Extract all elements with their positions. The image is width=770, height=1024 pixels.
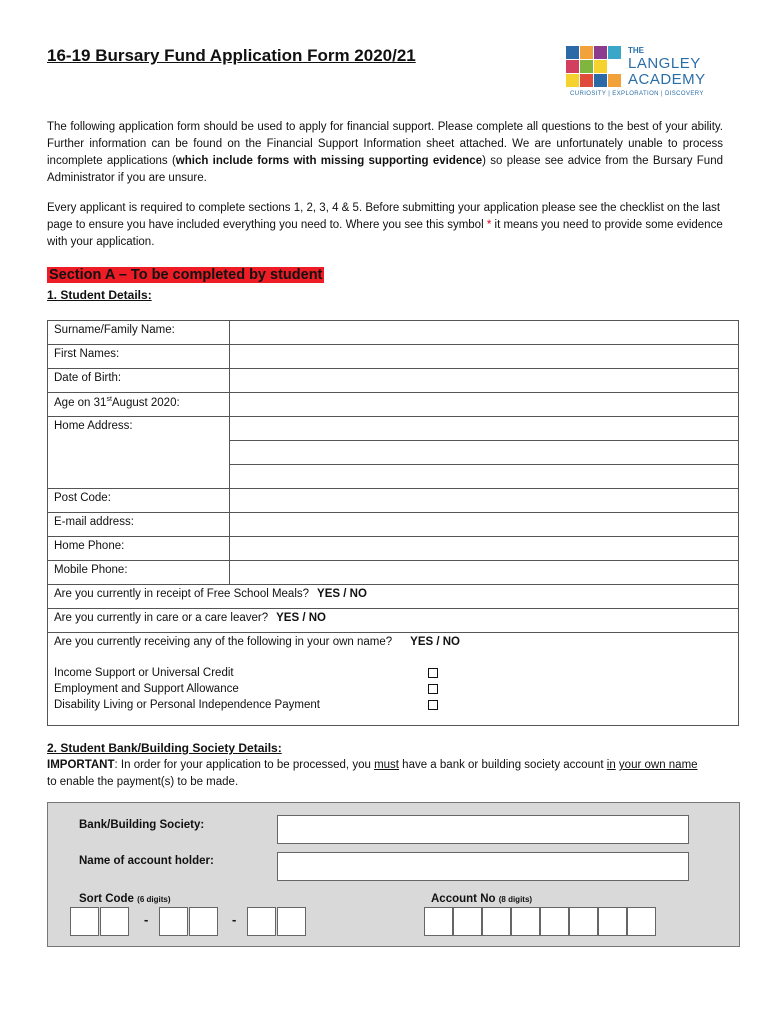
important-label: IMPORTANT: [47, 759, 115, 771]
first-names-field[interactable]: [230, 345, 739, 369]
sort-code-digit[interactable]: [189, 907, 218, 936]
surname-label: Surname/Family Name:: [48, 321, 230, 345]
student-details-heading: 1. Student Details:: [47, 288, 152, 302]
student-details-table: [47, 320, 739, 726]
table-row: [48, 345, 739, 369]
first-names-label: First Names:: [48, 345, 230, 369]
account-no-digit[interactable]: [627, 907, 656, 936]
account-no-digit[interactable]: [453, 907, 482, 936]
account-holder-field[interactable]: [277, 852, 689, 881]
bank-important-note: [47, 757, 707, 791]
address-line-3-field[interactable]: [230, 465, 739, 489]
table-row: [48, 561, 739, 585]
checkbox-icon[interactable]: [428, 668, 438, 678]
benefits-question-text: Are you currently receiving any of the following in your own name?: [54, 636, 393, 648]
account-no-digit[interactable]: [569, 907, 598, 936]
intro-text: ) so please see advice from the Bursary Fund Administrator if you are unsure.: [47, 155, 723, 184]
sort-code-label-text: Sort Code: [79, 893, 134, 905]
checkbox-icon[interactable]: [428, 684, 438, 694]
fsm-yes-no[interactable]: YES / NO: [317, 588, 367, 600]
fsm-question-text: Are you currently in receipt of Free School Meals?: [54, 588, 310, 600]
email-field[interactable]: [230, 513, 739, 537]
surname-field[interactable]: [230, 321, 739, 345]
note-underlined: your own name: [618, 759, 698, 771]
sort-code-digit[interactable]: [277, 907, 306, 936]
age-label: [48, 393, 230, 417]
age-label-sup: st: [106, 396, 112, 403]
intro-paragraph-2: [47, 200, 723, 251]
address-line-2-field[interactable]: [230, 441, 739, 465]
checkbox-icon[interactable]: [428, 700, 438, 710]
note-text: to enable the payment(s) to be made.: [47, 776, 239, 788]
logo-text-the: THE: [628, 46, 644, 55]
evidence-star-symbol: *: [486, 219, 492, 231]
benefit-label: Employment and Support Allowance: [54, 683, 239, 695]
account-no-digit[interactable]: [482, 907, 511, 936]
intro-bold-text: which include forms with missing supporting evidence: [175, 155, 483, 167]
intro-text: Every applicant is required to complete sections 1, 2, 3, 4 & 5. Before submitting your application please see the checklist on the last page to ensure you have included everything you need to. Where you see this symbol: [47, 202, 721, 231]
postcode-field[interactable]: [230, 489, 739, 513]
table-row: [48, 609, 739, 633]
age-label-text: Age on 31: [54, 396, 107, 409]
benefit-item: [54, 681, 438, 697]
sort-code-digit[interactable]: [159, 907, 188, 936]
sort-code-dash: -: [232, 912, 237, 927]
benefit-item: [54, 697, 438, 713]
bank-name-field[interactable]: [277, 815, 689, 844]
benefits-question: [48, 633, 739, 726]
table-row: [48, 321, 739, 345]
account-no-label: [431, 893, 532, 905]
logo-tiles-icon: [566, 46, 622, 88]
table-row: [48, 537, 739, 561]
benefits-yes-no[interactable]: YES / NO: [410, 636, 461, 648]
sort-code-hint: (6 digits): [137, 895, 171, 904]
benefit-label: Income Support or Universal Credit: [54, 667, 234, 679]
age-field[interactable]: [230, 393, 739, 417]
home-phone-field[interactable]: [230, 537, 739, 561]
account-no-digit[interactable]: [598, 907, 627, 936]
intro-paragraph-1: [47, 119, 723, 187]
sort-code-digit[interactable]: [70, 907, 99, 936]
table-row: [48, 585, 739, 609]
sort-code-digit[interactable]: [247, 907, 276, 936]
bank-details-heading: 2. Student Bank/Building Society Details:: [47, 741, 282, 755]
postcode-label: Post Code:: [48, 489, 230, 513]
email-label: E-mail address:: [48, 513, 230, 537]
table-row: [48, 369, 739, 393]
account-holder-label: Name of account holder:: [79, 855, 214, 867]
address-label: Home Address:: [48, 417, 230, 489]
fsm-question: [48, 585, 739, 609]
note-underlined: must: [374, 759, 399, 771]
account-no-label-text: Account No: [431, 893, 496, 905]
table-row: [48, 393, 739, 417]
sort-code-label: [79, 893, 171, 905]
bank-details-box: [47, 802, 740, 947]
note-underlined: in: [606, 759, 616, 771]
benefit-label: Disability Living or Personal Independence Payment: [54, 699, 320, 711]
note-text: have a bank or building society account: [398, 759, 607, 771]
bank-name-label: Bank/Building Society:: [79, 819, 205, 831]
dob-field[interactable]: [230, 369, 739, 393]
account-no-digit[interactable]: [424, 907, 453, 936]
sort-code-dash: -: [144, 912, 149, 927]
intro-text: it means you need to provide some evidence with your application.: [47, 219, 723, 248]
address-line-1-field[interactable]: [230, 417, 739, 441]
table-row: [48, 417, 739, 441]
home-phone-label: Home Phone:: [48, 537, 230, 561]
dob-label: Date of Birth:: [48, 369, 230, 393]
age-label-text: August 2020:: [111, 396, 180, 409]
page-title: 16-19 Bursary Fund Application Form 2020/21: [47, 46, 416, 65]
mobile-phone-field[interactable]: [230, 561, 739, 585]
section-a-heading: Section A – To be completed by student: [49, 267, 323, 283]
table-row: [48, 633, 739, 726]
logo-text-langley: LANGLEY: [628, 55, 701, 72]
account-no-digit[interactable]: [540, 907, 569, 936]
care-yes-no[interactable]: YES / NO: [276, 612, 326, 624]
account-no-digit[interactable]: [511, 907, 540, 936]
mobile-phone-label: Mobile Phone:: [48, 561, 230, 585]
care-question-text: Are you currently in care or a care leaver?: [54, 612, 269, 624]
note-text: : In order for your application to be processed, you: [114, 759, 375, 771]
table-row: [48, 513, 739, 537]
care-question: [48, 609, 739, 633]
account-no-hint: (8 digits): [498, 895, 533, 904]
logo-text-academy: ACADEMY: [628, 71, 706, 88]
logo-tagline: CURIOSITY | EXPLORATION | DISCOVERY: [570, 91, 704, 97]
sort-code-digit[interactable]: [100, 907, 129, 936]
table-row: [48, 489, 739, 513]
benefit-item: [54, 665, 438, 681]
academy-logo: [566, 46, 716, 102]
intro-text: The following application form should be used to apply for financial support. Please complete all questions to the best of your ability. Further information can be found on the Financial Support Information sheet attached. We are unfortunately unable to process incomplete applications (: [47, 121, 723, 167]
